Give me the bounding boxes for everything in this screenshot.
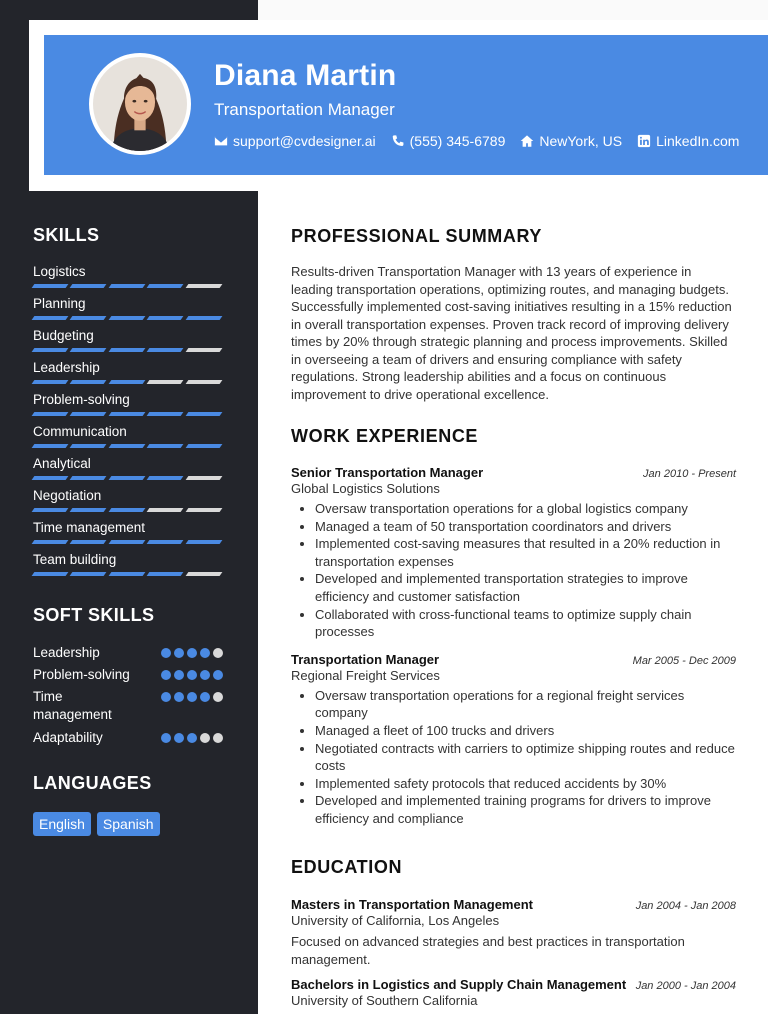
location-text: NewYork, US (539, 133, 623, 149)
education-entry (291, 897, 736, 968)
skill-level-bar (33, 380, 223, 384)
education-school: University of California, Los Angeles (291, 913, 500, 928)
soft-skill-name: Problem-solving (33, 667, 130, 682)
skill-level-segment (70, 540, 107, 544)
skill-level-segment (108, 348, 145, 352)
skill-item (33, 520, 223, 552)
education-degree: Masters in Transportation Management (291, 897, 533, 912)
job-bullet: • Managed a team of 50 transportation coordinators and drivers (315, 518, 736, 536)
language-badge: Spanish (97, 812, 160, 836)
soft-skill-name: Time management (33, 689, 112, 722)
skill-item (33, 296, 223, 328)
soft-skill-rating (161, 692, 223, 702)
skill-level-segment (70, 572, 107, 576)
job-company: Global Logistics Solutions (291, 481, 440, 496)
skill-level-segment (185, 380, 222, 384)
job-header (291, 465, 736, 480)
soft-skill-item (33, 666, 223, 688)
job-bullet: • Developed and implemented training programs for drivers to improve efficiency and compliance (315, 792, 736, 827)
skill-level-segment (108, 476, 145, 480)
soft-skill-item (33, 688, 223, 729)
jobs-list (291, 465, 736, 828)
skill-level-segment (32, 540, 69, 544)
rating-dot (174, 670, 184, 680)
experience-heading: WORK EXPERIENCE (291, 426, 479, 446)
skill-name: Time management (33, 520, 146, 535)
education-entry (291, 977, 736, 1008)
skill-level-bar (33, 348, 223, 352)
job-company: Regional Freight Services (291, 667, 440, 683)
skill-level-segment (185, 476, 222, 480)
skill-item (33, 424, 223, 456)
skill-level-segment (108, 572, 145, 576)
education-list (291, 897, 736, 1008)
skill-name: Logistics (33, 264, 86, 279)
contact-location (520, 133, 622, 149)
skill-level-segment (70, 444, 107, 448)
skill-level-segment (147, 412, 184, 416)
job-bullet: • Oversaw transportation operations for a global logistics company (315, 500, 736, 518)
skill-level-segment (108, 540, 145, 544)
contact-phone[interactable] (391, 133, 506, 149)
skill-level-segment (147, 540, 184, 544)
skill-level-segment (70, 508, 107, 512)
languages-list (33, 812, 223, 836)
skill-level-segment (70, 348, 107, 352)
job-entry (291, 652, 736, 828)
skill-level-segment (70, 316, 107, 320)
language-badge: English (33, 812, 91, 836)
skill-name: Negotiation (33, 488, 102, 503)
rating-dot (161, 670, 171, 680)
soft-skill-rating (161, 648, 223, 658)
job-bullet: • Negotiated contracts with carriers to optimize shipping routes and reduce costs (315, 740, 736, 775)
summary-heading: PROFESSIONAL SUMMARY (291, 226, 543, 246)
skill-level-segment (108, 380, 145, 384)
skill-level-segment (70, 412, 107, 416)
skill-level-segment (185, 412, 222, 416)
skill-level-bar (33, 412, 223, 416)
avatar (89, 53, 191, 155)
rating-dot (200, 670, 210, 680)
skill-name: Team building (33, 552, 117, 567)
education-degree: Bachelors in Logistics and Supply Chain Management (291, 977, 627, 992)
skill-item (33, 328, 223, 360)
skill-level-segment (147, 348, 184, 352)
education-description: Focused on advanced strategies and best practices in transportation management. (291, 934, 685, 967)
linkedin-icon (637, 134, 651, 148)
rating-dot (213, 670, 223, 680)
rating-dot (187, 692, 197, 702)
skill-level-segment (185, 572, 222, 576)
job-title: Senior Transportation Manager (291, 465, 484, 480)
summary-text: Results-driven Transportation Manager with 13 years of experience in leading transportation operations, optimizing routes, and managing budgets. Successfully implemented cost-saving initiatives resulting in a 15% reduction in overall transportation expenses. Proven track record of improving delivery times by 20% through strategic planning and process improvements. Skilled in overseeing a team of drivers and ensuring compliance with safety regulations. Strong leadership abilities and a focus on continuous improvement to drive operational excellence. (291, 264, 732, 402)
skill-level-segment (147, 476, 184, 480)
skill-level-segment (147, 444, 184, 448)
skill-name: Communication (33, 424, 127, 439)
skill-level-segment (185, 508, 222, 512)
skill-level-segment (185, 444, 222, 448)
skill-level-segment (147, 284, 184, 288)
skill-level-bar (33, 572, 223, 576)
education-school: University of Southern California (291, 993, 478, 1008)
contact-email[interactable] (214, 133, 376, 149)
languages-section (33, 773, 223, 836)
soft-skill-item (33, 729, 223, 751)
top-strip (258, 0, 768, 20)
skill-level-segment (32, 348, 69, 352)
skill-level-segment (32, 316, 69, 320)
envelope-icon (214, 134, 228, 148)
soft-skills-section (33, 605, 223, 751)
education-section (291, 857, 736, 1008)
job-header (291, 652, 736, 667)
skill-level-segment (108, 412, 145, 416)
skill-item (33, 392, 223, 424)
skill-level-segment (32, 284, 69, 288)
job-bullet: • Oversaw transportation operations for a regional freight services company (315, 687, 736, 722)
rating-dot (200, 648, 210, 658)
job-bullets (291, 500, 736, 641)
soft-skill-rating (161, 670, 223, 680)
skill-level-segment (70, 284, 107, 288)
candidate-title: Transportation Manager (214, 100, 395, 119)
skill-level-segment (108, 508, 145, 512)
education-header (291, 977, 736, 992)
skill-level-bar (33, 284, 223, 288)
job-bullet: • Implemented cost-saving measures that resulted in a 20% reduction in transportation expenses (315, 535, 736, 570)
skill-level-segment (32, 476, 69, 480)
skill-level-bar (33, 540, 223, 544)
skill-level-segment (32, 508, 69, 512)
resume-header (44, 35, 768, 175)
rating-dot (187, 733, 197, 743)
rating-dot (213, 648, 223, 658)
soft-skill-item (33, 644, 223, 666)
skill-name: Budgeting (33, 328, 94, 343)
experience-section (291, 426, 736, 828)
skill-level-bar (33, 508, 223, 512)
skill-level-segment (70, 380, 107, 384)
job-bullet: • Developed and implemented transportation strategies to improve efficiency and customer satisfaction (315, 570, 736, 605)
rating-dot (200, 692, 210, 702)
skill-level-segment (70, 476, 107, 480)
skills-list (33, 264, 223, 584)
soft-skill-name: Adaptability (33, 730, 103, 745)
rating-dot (213, 733, 223, 743)
skill-level-segment (32, 380, 69, 384)
skill-level-segment (32, 444, 69, 448)
job-title: Transportation Manager (291, 651, 440, 667)
job-date: Jan 2010 - Present (643, 468, 736, 480)
skill-name: Leadership (33, 360, 100, 375)
rating-dot (200, 733, 210, 743)
skill-level-segment (108, 284, 145, 288)
soft-skills-heading: SOFT SKILLS (33, 605, 155, 625)
education-heading: EDUCATION (291, 857, 403, 877)
skill-level-segment (185, 540, 222, 544)
soft-skill-rating (161, 733, 223, 743)
rating-dot (187, 648, 197, 658)
skill-level-segment (147, 316, 184, 320)
skill-level-segment (147, 380, 184, 384)
education-header (291, 897, 736, 912)
rating-dot (161, 648, 171, 658)
skill-level-segment (108, 444, 145, 448)
phone-icon (391, 134, 405, 148)
home-icon (520, 134, 534, 148)
skill-level-segment (108, 316, 145, 320)
education-date: Jan 2000 - Jan 2004 (635, 980, 736, 992)
skill-level-bar (33, 444, 223, 448)
languages-heading: LANGUAGES (33, 773, 152, 793)
job-entry (291, 465, 736, 641)
skill-level-segment (147, 508, 184, 512)
rating-dot (174, 733, 184, 743)
skill-level-segment (32, 572, 69, 576)
job-bullets (291, 687, 736, 828)
skills-heading: SKILLS (33, 225, 100, 245)
job-bullet: • Implemented safety protocols that reduced accidents by 30% (315, 775, 736, 793)
soft-skill-name: Leadership (33, 645, 100, 660)
rating-dot (187, 670, 197, 680)
job-bullet: • Managed a fleet of 100 trucks and drivers (315, 722, 736, 740)
summary-section (291, 226, 736, 403)
job-date: Mar 2005 - Dec 2009 (632, 654, 736, 667)
skill-name: Planning (33, 296, 86, 311)
job-bullet: • Collaborated with cross-functional teams to optimize supply chain processes (315, 606, 736, 641)
skill-level-segment (185, 284, 222, 288)
soft-skills-list (33, 644, 223, 751)
phone-text: (555) 345-6789 (409, 133, 506, 149)
skill-name: Analytical (33, 456, 91, 471)
skill-level-bar (33, 476, 223, 480)
skill-level-segment (185, 348, 222, 352)
skill-item (33, 456, 223, 488)
candidate-name: Diana Martin (214, 59, 397, 92)
skill-item (33, 488, 223, 520)
skill-level-segment (185, 316, 222, 320)
skills-section (33, 225, 223, 584)
skill-item (33, 552, 223, 584)
skill-name: Problem-solving (33, 392, 130, 407)
rating-dot (161, 733, 171, 743)
rating-dot (161, 692, 171, 702)
rating-dot (174, 692, 184, 702)
skill-item (33, 360, 223, 392)
education-date: Jan 2004 - Jan 2008 (635, 900, 736, 912)
skill-level-bar (33, 316, 223, 320)
skill-level-segment (147, 572, 184, 576)
contact-linkedin[interactable] (637, 133, 739, 149)
email-text: support@cvdesigner.ai (233, 133, 376, 149)
linkedin-text: LinkedIn.com (656, 133, 740, 149)
rating-dot (213, 692, 223, 702)
rating-dot (174, 648, 184, 658)
profile-photo (93, 57, 187, 151)
contact-bar (214, 133, 754, 149)
skill-item (33, 264, 223, 296)
skill-level-segment (32, 412, 69, 416)
